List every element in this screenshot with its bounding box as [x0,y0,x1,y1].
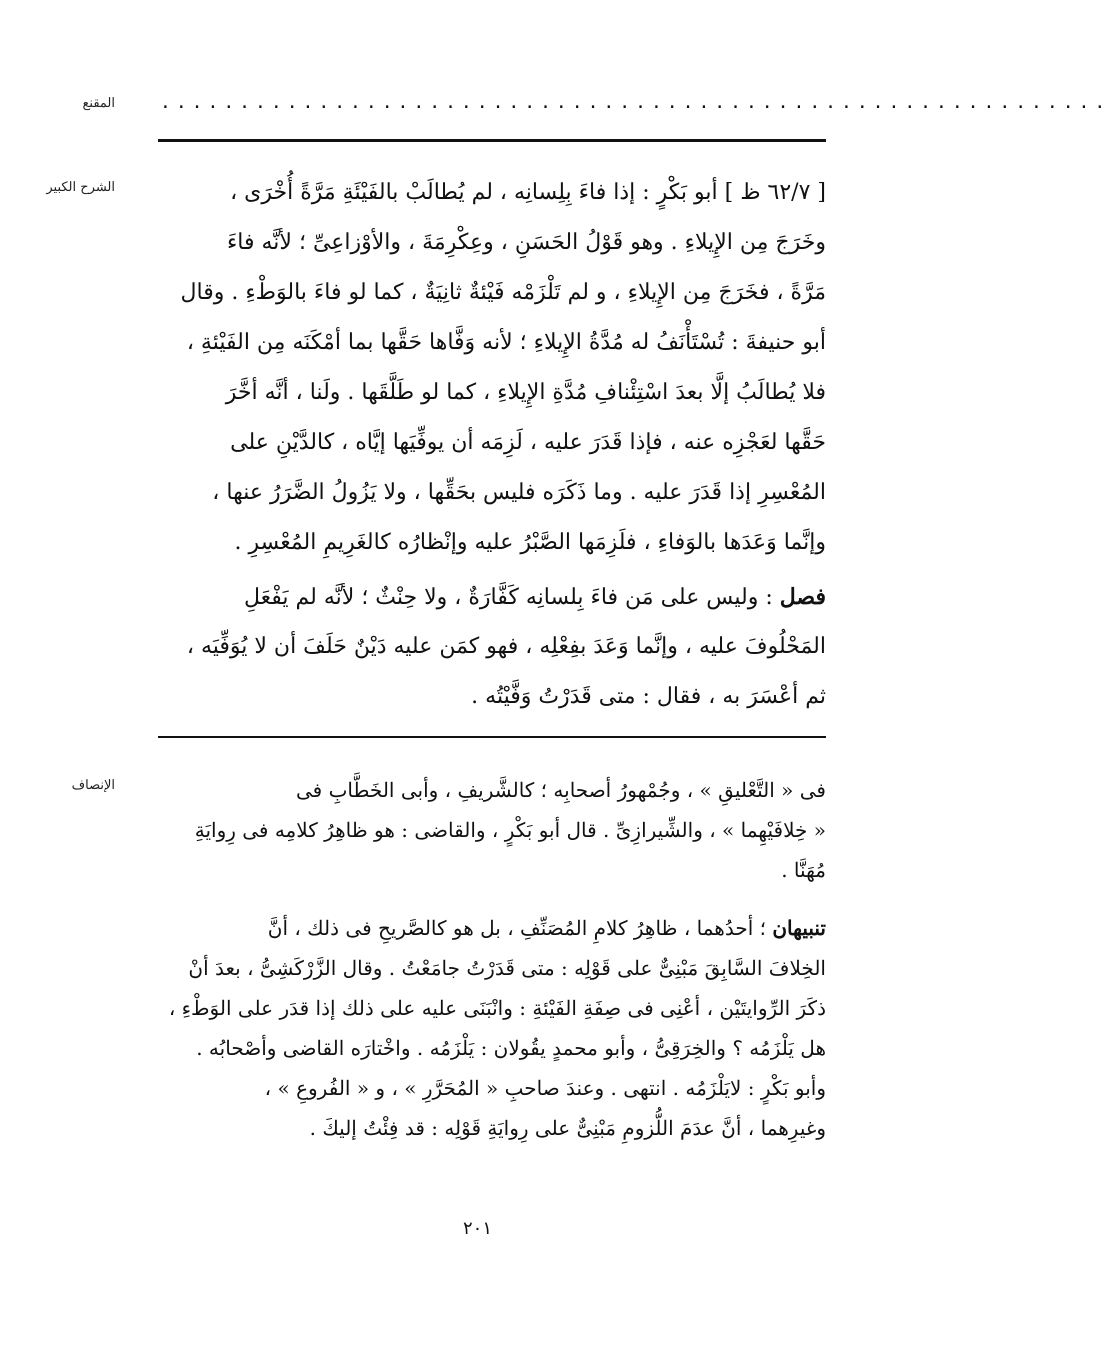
insaf-line: فى « التَّعْليقِ » ، وجُمْهورُ أصحابِه ؛ كالشَّريفِ ، وأبى الخَطَّابِ فى [296,778,826,802]
kabir-line: [ ٦٢/٧ ظ ] أبو بَكْرٍ : إذا فاءَ بِلِسانِه ، لم يُطالَبْ بالفَيْئَةِ مَرَّةً أُخْرَى ، [230,180,826,205]
tanbih-line: وأبو بَكْرٍ : لايَلْزَمُه . انتهى . وعندَ صاحبِ « المُحَرَّرِ » ، و « الفُروعِ » ، [264,1076,826,1100]
tanbih-line: وغيرِهما ، أنَّ عدَمَ اللُّزومِ مَبْنِىٌّ على رِوايَةِ قَوْلِه : قد فِئْتُ إليكَ . [309,1116,826,1140]
fasl-keyword: فصل [779,584,826,610]
kabir-line: وإنَّما وَعَدَها بالوَفاءِ ، فلَزِمَها الصَّبْرُ عليه وإنْظارُه كالغَرِيمِ المُعْسِرِ . [234,530,826,555]
insaf-line: مُهَنَّا . [781,858,826,882]
page-number: ٢٠١ [462,1218,492,1239]
insaf-line: « خِلافَيْهِما » ، والشِّيرازِىِّ . قال أبو بَكْرٍ ، والقاضى : هو ظاهِرُ كلامِه فى رِوايَةِ [194,818,826,842]
tanbih-line: هل يَلْزَمُه ؟ والخِرَقِىُّ ، وأبو محمدٍ يقُولان : يَلْزَمُه . واخْتارَه القاضى وأصْحابُه . [196,1036,826,1060]
tanbih-line [158,908,826,948]
kabir-text-block [158,168,826,722]
tanbih-keyword: تنبيهان [772,916,826,940]
fasl-text: : وليس على مَن فاءَ بِلسانِه كَفَّارَةٌ ، ولا حِنْثٌ ؛ لأنَّه لم يَفْعَلِ [244,585,773,610]
kabir-line: فلا يُطالَبُ إلَّا بعدَ اسْتِئْنافِ مُدَّةِ الإِيلاءِ ، كما لو طَلَّقَها . ولَنا ، أنَّه أخَّرَ [225,380,826,405]
kabir-line: مَرَّةً ، فخَرَجَ مِن الإِيلاءِ ، و لم تَلْزَمْه فَيْئةٌ ثانِيَةٌ ، كما لو فاءَ بالوَطْءِ . وقال [180,280,826,305]
header-rule [158,139,826,142]
section-label-kabir: الشرح الكبير [46,180,115,195]
tanbih-line: ذكَرَ الرِّوايتَيْن ، أعْنِى فى صِفَةِ الفَيْئةِ : وانْبَنَى عليه على ذلك إذا قدَر على الوَطْءِ ، [168,996,826,1020]
insaf-text-block [158,770,826,1148]
kabir-line: المُعْسِرِ إذا قَدَرَ عليه . وما ذَكَرَه فليس بحَقِّها ، ولا يَزُولُ الضَّرَرُ عنها ، [212,480,826,505]
kabir-line: حَقَّها لعَجْزِه عنه ، فإذا قَدَرَ عليه ، لَزِمَه أن يوفِّيَها إيَّاه ، كالدَّيْنِ على [230,430,826,455]
kabir-line: أبو حنيفةَ : تُسْتَأْنَفُ له مُدَّةُ الإِيلاءِ ؛ لأنه وَفَّاها حَقَّها بما أمْكَنَه مِن الفَيْئةِ ، [186,330,826,355]
section-label-insaf: الإنصاف [71,778,115,793]
fasl-line [158,572,826,622]
running-title: المقنع [82,96,115,111]
fasl-line: المَحْلُوفَ عليه ، وإنَّما وَعَدَ بفِعْلِه ، فهو كمَن عليه دَيْنٌ حَلَفَ أن لا يُوَفِّيَه ، [186,634,826,659]
tanbih-line: الخِلافَ السَّابِقَ مَبْنِىٌّ على قَوْلِه : متى قَدَرْتُ جامَعْتُ . وقال الزَّرْكَشِىُّ ، بعدَ أنْ [188,956,826,980]
header-dot-leader: ............................................................ [160,92,1110,113]
kabir-line: وخَرَجَ مِن الإِيلاءِ . وهو قَوْلُ الحَسَنِ ، وعِكْرِمَةَ ، والأوْزاعِىِّ ؛ لأنَّه فاءَ [226,230,826,255]
fasl-line: ثم أعْسَرَ به ، فقال : متى قَدَرْتُ وَفَّيْتُه . [471,684,826,709]
section-divider [158,736,826,738]
tanbih-text: ؛ أحدُهما ، ظاهِرُ كلامِ المُصَنِّفِ ، بل هو كالصَّريحِ فى ذلك ، أنَّ [267,916,766,940]
